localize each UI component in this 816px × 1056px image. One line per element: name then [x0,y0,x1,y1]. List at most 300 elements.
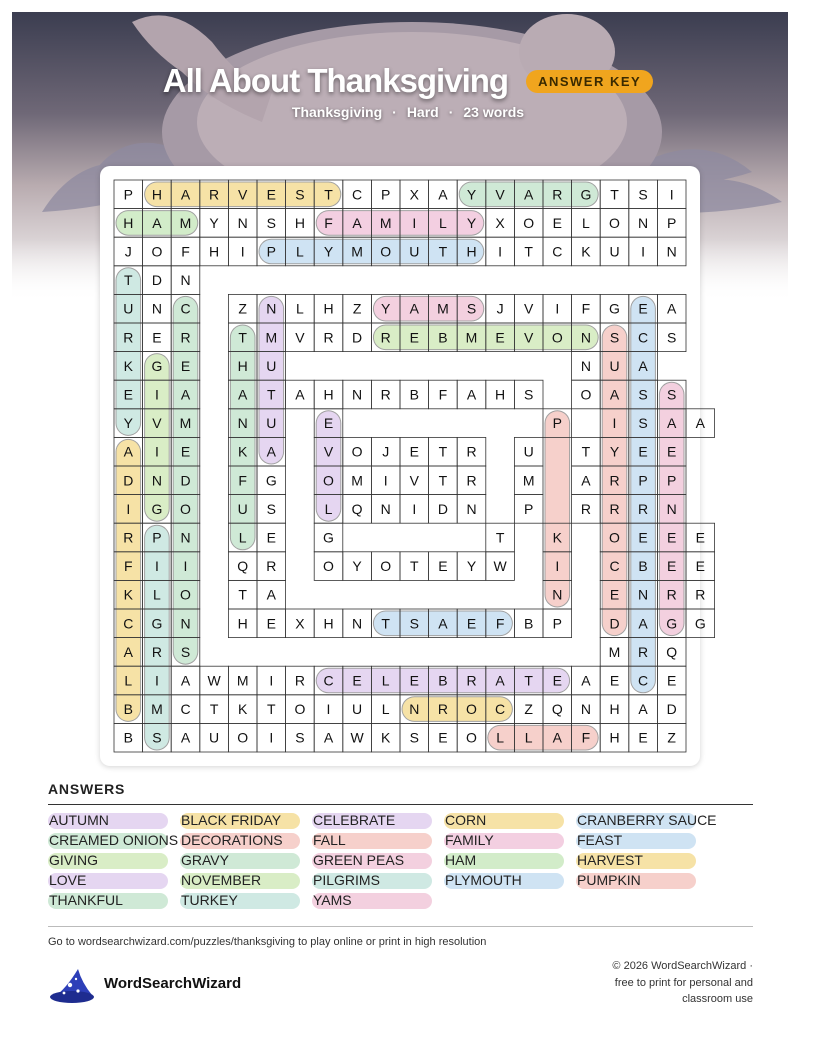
grid-letter: Y [352,558,362,575]
grid-letter: A [180,729,191,746]
grid-letter: E [180,443,191,460]
grid-letter: A [581,472,591,489]
grid-letter: W [207,672,221,689]
grid-letter: A [123,443,133,460]
answer-word: THANKFUL [49,892,123,908]
grid-letter: R [151,643,162,660]
grid-letter: H [609,701,620,718]
grid-letter: B [409,386,419,403]
grid-letter: E [180,357,191,374]
grid-letter: O [180,500,191,517]
grid-letter: E [609,672,620,689]
grid-letter: M [151,701,163,718]
grid-letter: S [295,729,305,746]
grid-letter: Y [466,214,477,231]
grid-letter: A [409,300,419,317]
grid-letter: E [638,529,648,546]
grid-letter: R [638,643,649,660]
grid-letter: V [524,300,534,317]
grid-letter: C [638,672,649,689]
grid-letter: H [123,214,134,231]
answer-item [444,852,476,869]
grid-letter: L [238,529,247,546]
grid-letter: G [609,300,620,317]
grid-letter: A [152,214,162,231]
grid-letter: E [495,329,505,346]
answer-word: YAMS [313,892,352,908]
grid-letter: O [523,214,535,231]
grid-letter: P [524,500,534,517]
grid-letter: O [351,443,363,460]
answer-item [48,872,86,889]
title-row [0,62,816,100]
grid-letter: K [381,729,391,746]
grid-letter: U [123,300,134,317]
grid-letter: N [180,529,191,546]
page-title: All About Thanksgiving [162,62,509,99]
grid-letter: R [638,500,649,517]
grid-letter: S [409,729,419,746]
grid-letter: T [381,615,390,632]
grid-letter: L [296,243,304,260]
grid-letter: O [323,558,334,575]
answer-item [180,852,229,869]
grid-letter: O [466,729,477,746]
grid-letter: F [438,386,448,403]
grid-letter: J [124,243,132,260]
grid-letter: E [466,615,477,632]
grid-letter: N [266,300,277,317]
grid-letter: A [295,386,305,403]
grid-letter: R [695,586,706,603]
grid-letter: T [324,186,333,203]
grid-letter: F [124,558,133,575]
grid-letter: U [523,443,534,460]
grid-letter: M [437,300,449,317]
grid-letter: F [495,615,505,632]
grid-letter: O [609,529,620,546]
grid-letter: C [180,701,191,718]
answer-word: CRANBERRY SAUCE [577,812,717,828]
copyright-line: free to print for personal and [614,976,753,989]
grid-letter: G [666,615,678,632]
grid-letter: D [151,272,162,289]
grid-letter: I [383,472,388,489]
grid-letter: U [266,357,277,374]
grid-letter: I [412,500,417,517]
grid-letter: W [493,558,507,575]
grid-letter: V [323,443,334,460]
grid-letter: R [609,472,620,489]
grid-letter: H [151,186,162,203]
separator-dot: · [448,104,454,120]
grid-letter: F [324,214,333,231]
grid-letter: S [609,329,620,346]
grid-letter: I [240,243,245,260]
grid-letter: N [638,586,649,603]
answer-item [312,892,352,909]
grid-letter: R [580,500,591,517]
answer-word: CORN [445,812,487,828]
grid-letter: H [466,243,477,260]
grid-letter: G [580,186,592,203]
answer-word: PLYMOUTH [445,872,522,888]
grid-letter: B [638,558,648,575]
grid-letter: R [380,329,391,346]
grid-letter: A [438,186,448,203]
grid-letter: S [295,186,305,203]
grid-letter: E [438,729,448,746]
grid-letter: R [123,529,134,546]
grid-letter: E [266,186,276,203]
grid-letter: I [326,701,331,718]
grid-letter: O [609,214,620,231]
grid-letter: A [180,186,191,203]
answer-item [576,832,622,849]
grid-letter: S [266,214,276,231]
grid-letter: R [180,329,191,346]
grid-letter: C [180,300,191,317]
grid-letter: I [555,300,560,317]
grid-letter: L [296,300,304,317]
grid-letter: N [380,500,391,517]
grid-letter: N [409,701,420,718]
grid-letter: K [238,443,248,460]
answer-item [180,832,283,849]
word-count-label: 23 words [463,104,525,120]
answer-item [48,812,109,829]
grid-letter: D [609,615,620,632]
grid-letter: V [495,186,505,203]
grid-letter: I [641,243,646,260]
grid-letter: B [123,729,133,746]
grid-letter: D [352,329,363,346]
grid-letter: T [209,701,219,718]
grid-letter: K [552,529,562,546]
grid-cells [114,180,715,752]
copyright-line: classroom use [682,993,753,1005]
grid-letter: U [209,729,220,746]
brand-name: WordSearchWizard [104,975,242,992]
grid-letter: H [323,386,334,403]
grid-letter: K [581,243,591,260]
grid-letter: R [466,472,477,489]
grid-letter: F [581,729,591,746]
grid-letter: P [638,472,648,489]
answer-item [312,812,395,829]
answer-word: GIVING [49,852,99,868]
grid-letter: E [123,386,133,403]
grid-letter: N [237,214,248,231]
grid-letter: M [179,214,192,231]
grid-letter: I [412,214,417,231]
grid-letter: A [638,357,648,374]
grid-letter: O [380,243,392,260]
grid-letter: U [609,243,620,260]
grid-letter: E [667,529,677,546]
grid-letter: U [352,701,363,718]
grid-letter: U [409,243,420,260]
answer-word: CELEBRATE [313,812,396,828]
grid-letter: H [237,357,248,374]
grid-letter: M [265,329,278,346]
grid-letter: I [498,243,503,260]
grid-letter: A [667,415,677,432]
grid-letter: E [409,443,419,460]
grid-letter: O [323,472,334,489]
grid-letter: A [495,672,505,689]
grid-letter: G [151,500,163,517]
answer-word: PILGRIMS [313,872,380,888]
answer-word: FAMILY [445,832,494,848]
grid-letter: A [466,386,477,403]
grid-letter: R [552,186,563,203]
answer-word: FEAST [577,832,623,848]
grid-letter: K [123,357,133,374]
grid-letter: G [694,615,706,632]
answer-word: BLACK FRIDAY [181,812,282,828]
answer-item [312,832,346,849]
grid-letter: E [638,300,648,317]
answer-item [576,872,641,889]
grid-letter: D [666,701,677,718]
grid-letter: O [580,386,592,403]
grid-letter: L [524,729,533,746]
grid-letter: R [466,443,477,460]
grid-letter: T [524,243,533,260]
grid-letter: P [381,186,391,203]
copyright-line: © 2026 WordSearchWizard · [612,960,753,972]
grid-letter: T [410,558,419,575]
grid-letter: N [580,329,591,346]
grid-letter: Y [123,415,133,432]
grid-letter: T [438,472,448,489]
grid-letter: E [552,672,562,689]
grid-letter: X [409,186,419,203]
grid-letter: T [267,386,276,403]
grid-letter: Y [466,186,477,203]
grid-letter: N [580,701,591,718]
grid-letter: G [323,529,334,546]
grid-letter: N [638,214,649,231]
difficulty-label: Hard [406,104,439,120]
grid-letter: O [151,243,163,260]
grid-letter: V [524,329,534,346]
grid-letter: F [181,243,190,260]
grid-letter: E [552,214,562,231]
answer-item [576,852,643,869]
grid-letter: X [495,214,505,231]
grid-letter: M [351,243,363,260]
grid-letter: I [269,729,274,746]
grid-letter: S [638,386,648,403]
grid-letter: E [266,529,276,546]
grid-letter: Z [667,729,676,746]
grid-letter: T [238,586,247,603]
answer-item [444,812,486,829]
grid-letter: R [266,558,277,575]
grid-letter: Z [524,701,533,718]
grid-letter: G [151,615,163,632]
grid-letter: L [324,500,333,517]
grid-letter: F [238,472,247,489]
grid-letter: R [294,672,305,689]
grid-letter: S [638,186,648,203]
grid-letter: H [323,300,334,317]
answer-item [444,832,494,849]
grid-letter: N [180,615,191,632]
grid-letter: L [582,214,590,231]
grid-letter: H [323,615,334,632]
grid-letter: O [466,701,477,718]
grid-letter: I [154,386,159,403]
footer-link-text[interactable]: Go to wordsearchwizard.com/puzzles/thanksgiving to play online or print in high resolution [48,936,487,948]
grid-letter: G [151,357,163,374]
grid-letter: M [608,643,621,660]
answer-item [576,812,717,829]
answer-item [180,812,281,829]
grid-letter: T [238,329,247,346]
grid-letter: I [154,558,159,575]
grid-letter: T [438,443,448,460]
grid-letter: R [437,701,448,718]
grid-letter: E [438,558,448,575]
grid-letter: T [438,243,448,260]
grid-letter: A [667,300,677,317]
answer-item [180,872,261,889]
grid-letter: V [152,415,162,432]
grid-letter: P [552,415,562,432]
grid-letter: R [466,672,477,689]
answer-word: TURKEY [181,892,238,908]
grid-letter: I [183,558,188,575]
grid-letter: R [209,186,220,203]
answer-item [312,852,404,869]
grid-letter: A [438,615,448,632]
puzzle-card [100,166,706,766]
grid-letter: N [666,500,677,517]
grid-letter: O [180,586,191,603]
theme-label: Thanksgiving [291,104,383,120]
grid-letter: B [123,701,133,718]
answer-word: NOVEMBER [181,872,262,888]
word-search-grid [100,166,706,766]
grid-letter: A [638,701,648,718]
grid-letter: J [382,443,390,460]
grid-letter: S [466,300,477,317]
copyright-notice [553,958,753,1008]
grid-letter: C [495,701,506,718]
grid-letter: K [123,586,133,603]
grid-letter: P [266,243,276,260]
grid-letter: B [438,672,448,689]
grid-letter: E [409,329,419,346]
answer-word: CREAMED ONIONS [49,832,179,848]
grid-letter: I [269,672,274,689]
answer-word: PUMPKIN [577,872,641,888]
grid-letter: S [409,615,419,632]
grid-letter: R [666,586,677,603]
grid-letter: V [295,329,305,346]
grid-letter: O [294,701,306,718]
wizard-hat-icon [48,965,94,1005]
grid-letter: L [439,214,447,231]
brand-block[interactable] [48,965,348,1005]
grid-letter: D [180,472,191,489]
grid-letter: M [522,472,535,489]
grid-letter: E [266,615,276,632]
grid-letter: N [352,615,363,632]
grid-letter: M [465,329,478,346]
grid-letter: S [667,386,677,403]
grid-letter: I [154,672,159,689]
grid-letter: V [238,186,248,203]
grid-letter: A [323,729,334,746]
grid-letter: C [352,186,363,203]
grid-letter: S [152,729,162,746]
grid-letter: N [151,472,162,489]
grid-letter: C [323,672,334,689]
grid-letter: E [667,558,677,575]
grid-letter: C [123,615,134,632]
grid-letter: Y [609,443,620,460]
answer-item [312,872,380,889]
grid-letter: J [496,300,504,317]
grid-letter: E [667,672,677,689]
grid-letter: H [609,729,620,746]
grid-letter: M [179,415,192,432]
grid-letter: D [123,472,134,489]
grid-letter: N [666,243,677,260]
answer-word: LOVE [49,872,87,888]
grid-letter: A [609,386,620,403]
answer-item [48,832,178,849]
grid-letter: L [496,729,504,746]
answer-word: FALL [313,832,346,848]
answer-item [444,872,522,889]
grid-letter: E [609,586,620,603]
grid-letter: A [266,586,276,603]
grid-letter: Q [666,643,678,660]
grid-letter: T [524,672,533,689]
grid-letter: A [238,386,248,403]
answer-word: GREEN PEAS [313,852,405,868]
grid-letter: P [552,615,562,632]
grid-letter: Q [351,500,363,517]
grid-letter: U [237,500,248,517]
grid-letter: N [237,415,248,432]
grid-letter: Y [323,243,334,260]
answer-item [48,852,98,869]
grid-letter: P [667,472,677,489]
grid-letter: T [610,186,619,203]
grid-letter: A [180,386,191,403]
grid-letter: C [552,243,563,260]
grid-letter: L [124,672,133,689]
grid-letter: P [123,186,133,203]
grid-letter: M [379,214,392,231]
grid-letter: E [323,415,334,432]
answers-heading: ANSWERS [48,781,126,797]
answer-key-badge: ANSWER KEY [526,70,653,93]
grid-letter: A [581,672,591,689]
answer-word: HAM [445,852,477,868]
grid-letter: N [180,272,191,289]
grid-letter: H [495,386,506,403]
grid-letter: G [265,472,277,489]
grid-letter: Y [381,300,391,317]
grid-letter: W [350,729,364,746]
